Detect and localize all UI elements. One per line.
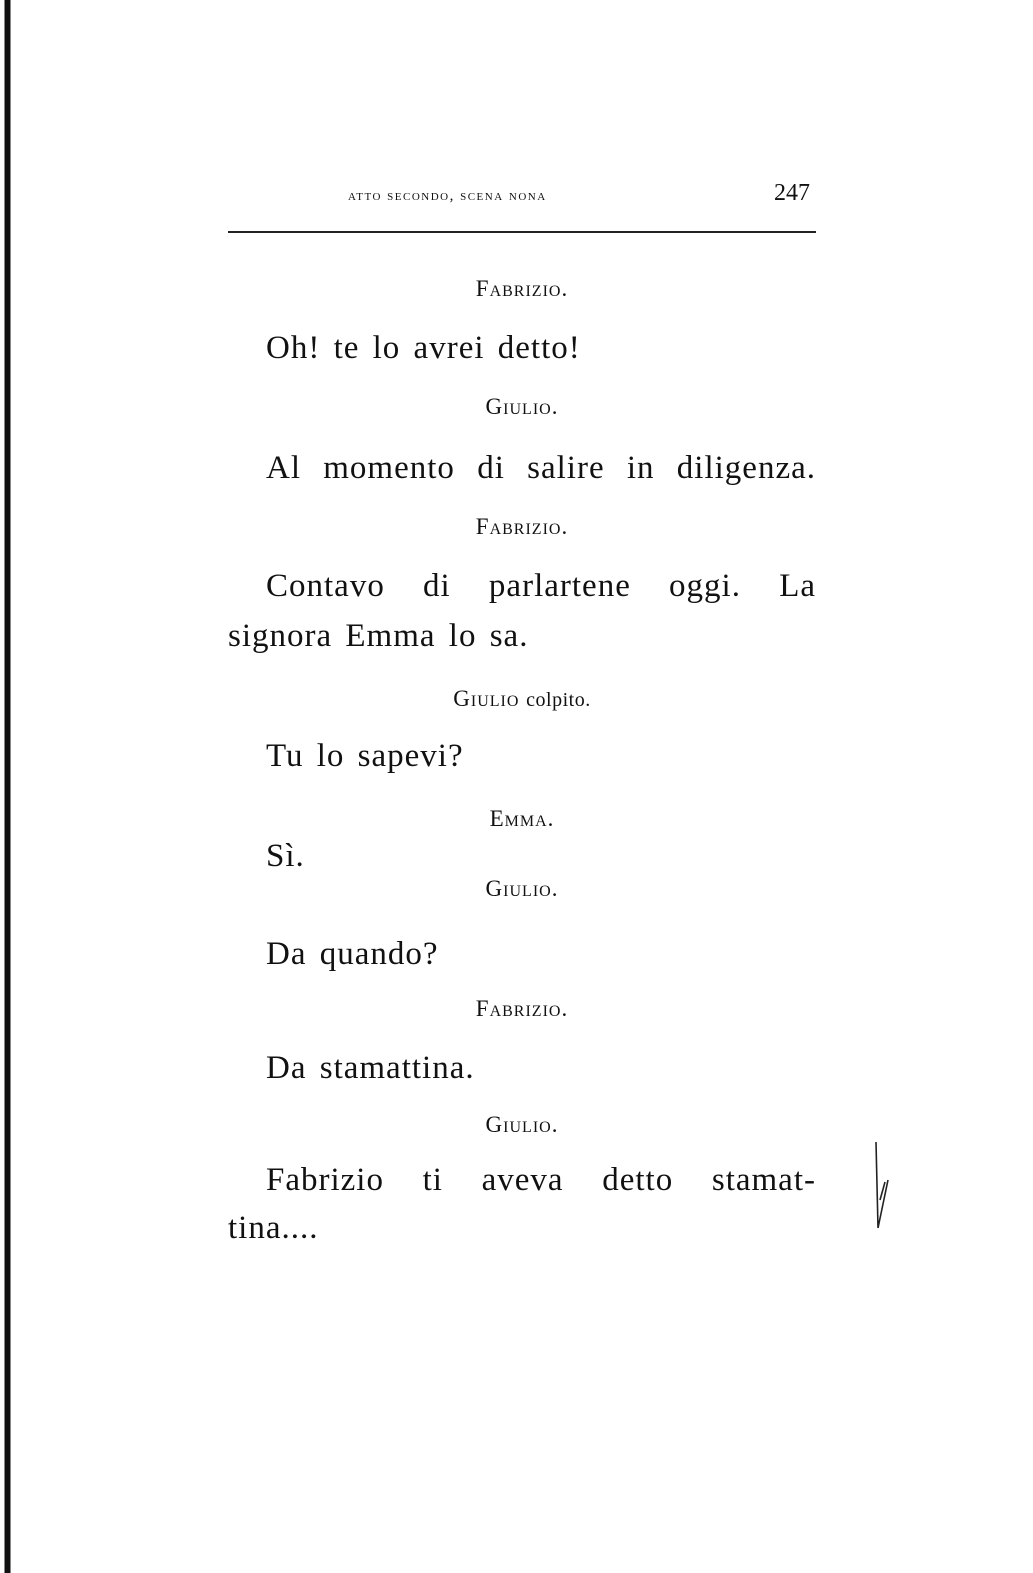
dialogue-line [228, 608, 816, 664]
binding-edge [0, 0, 12, 1573]
speaker-name: Fabrizio. [475, 514, 569, 539]
dialogue-line [228, 728, 816, 784]
speaker-name: Fabrizio. [475, 996, 569, 1021]
speaker-name: Giulio. [485, 1112, 559, 1137]
running-head: atto secondo, scena nona [348, 188, 547, 204]
dialogue-line [228, 558, 816, 614]
stage-direction: colpito. [526, 689, 591, 711]
dialogue-line [228, 320, 816, 376]
speaker-name: Giulio. [485, 876, 559, 901]
dialogue-line [228, 1040, 816, 1096]
dialogue-line [228, 1200, 816, 1256]
dialogue-text: Tu lo sapevi? [266, 738, 464, 774]
dialogue-line [228, 440, 816, 496]
page-header [228, 178, 816, 218]
page-number: 247 [774, 180, 810, 206]
dialogue-text: tina.... [228, 1210, 319, 1246]
dialogue-text: Da stamattina. [266, 1050, 475, 1086]
speaker-name: Emma. [489, 806, 555, 831]
dialogue-text: Oh! te lo avrei detto! [266, 330, 581, 366]
speaker-name [228, 686, 816, 712]
speaker-name: Giulio. [485, 394, 559, 419]
dialogue-line [228, 926, 816, 982]
dialogue-text: signora Emma lo sa. [228, 618, 529, 654]
dialogue-text: Da quando? [266, 936, 439, 972]
dialogue-text: Fabrizio ti aveva detto stamat- [266, 1162, 816, 1198]
speaker-name: Fabrizio. [475, 276, 569, 301]
speaker-name-text: Giulio [453, 686, 520, 711]
dialogue-text: Contavo di parlartene oggi. La [266, 568, 816, 604]
header-rule [228, 231, 816, 233]
dialogue-text: Sì. [266, 838, 305, 874]
pencil-mark-icon [872, 1140, 892, 1230]
dialogue-text: Al momento di salire in diligenza. [266, 450, 816, 486]
